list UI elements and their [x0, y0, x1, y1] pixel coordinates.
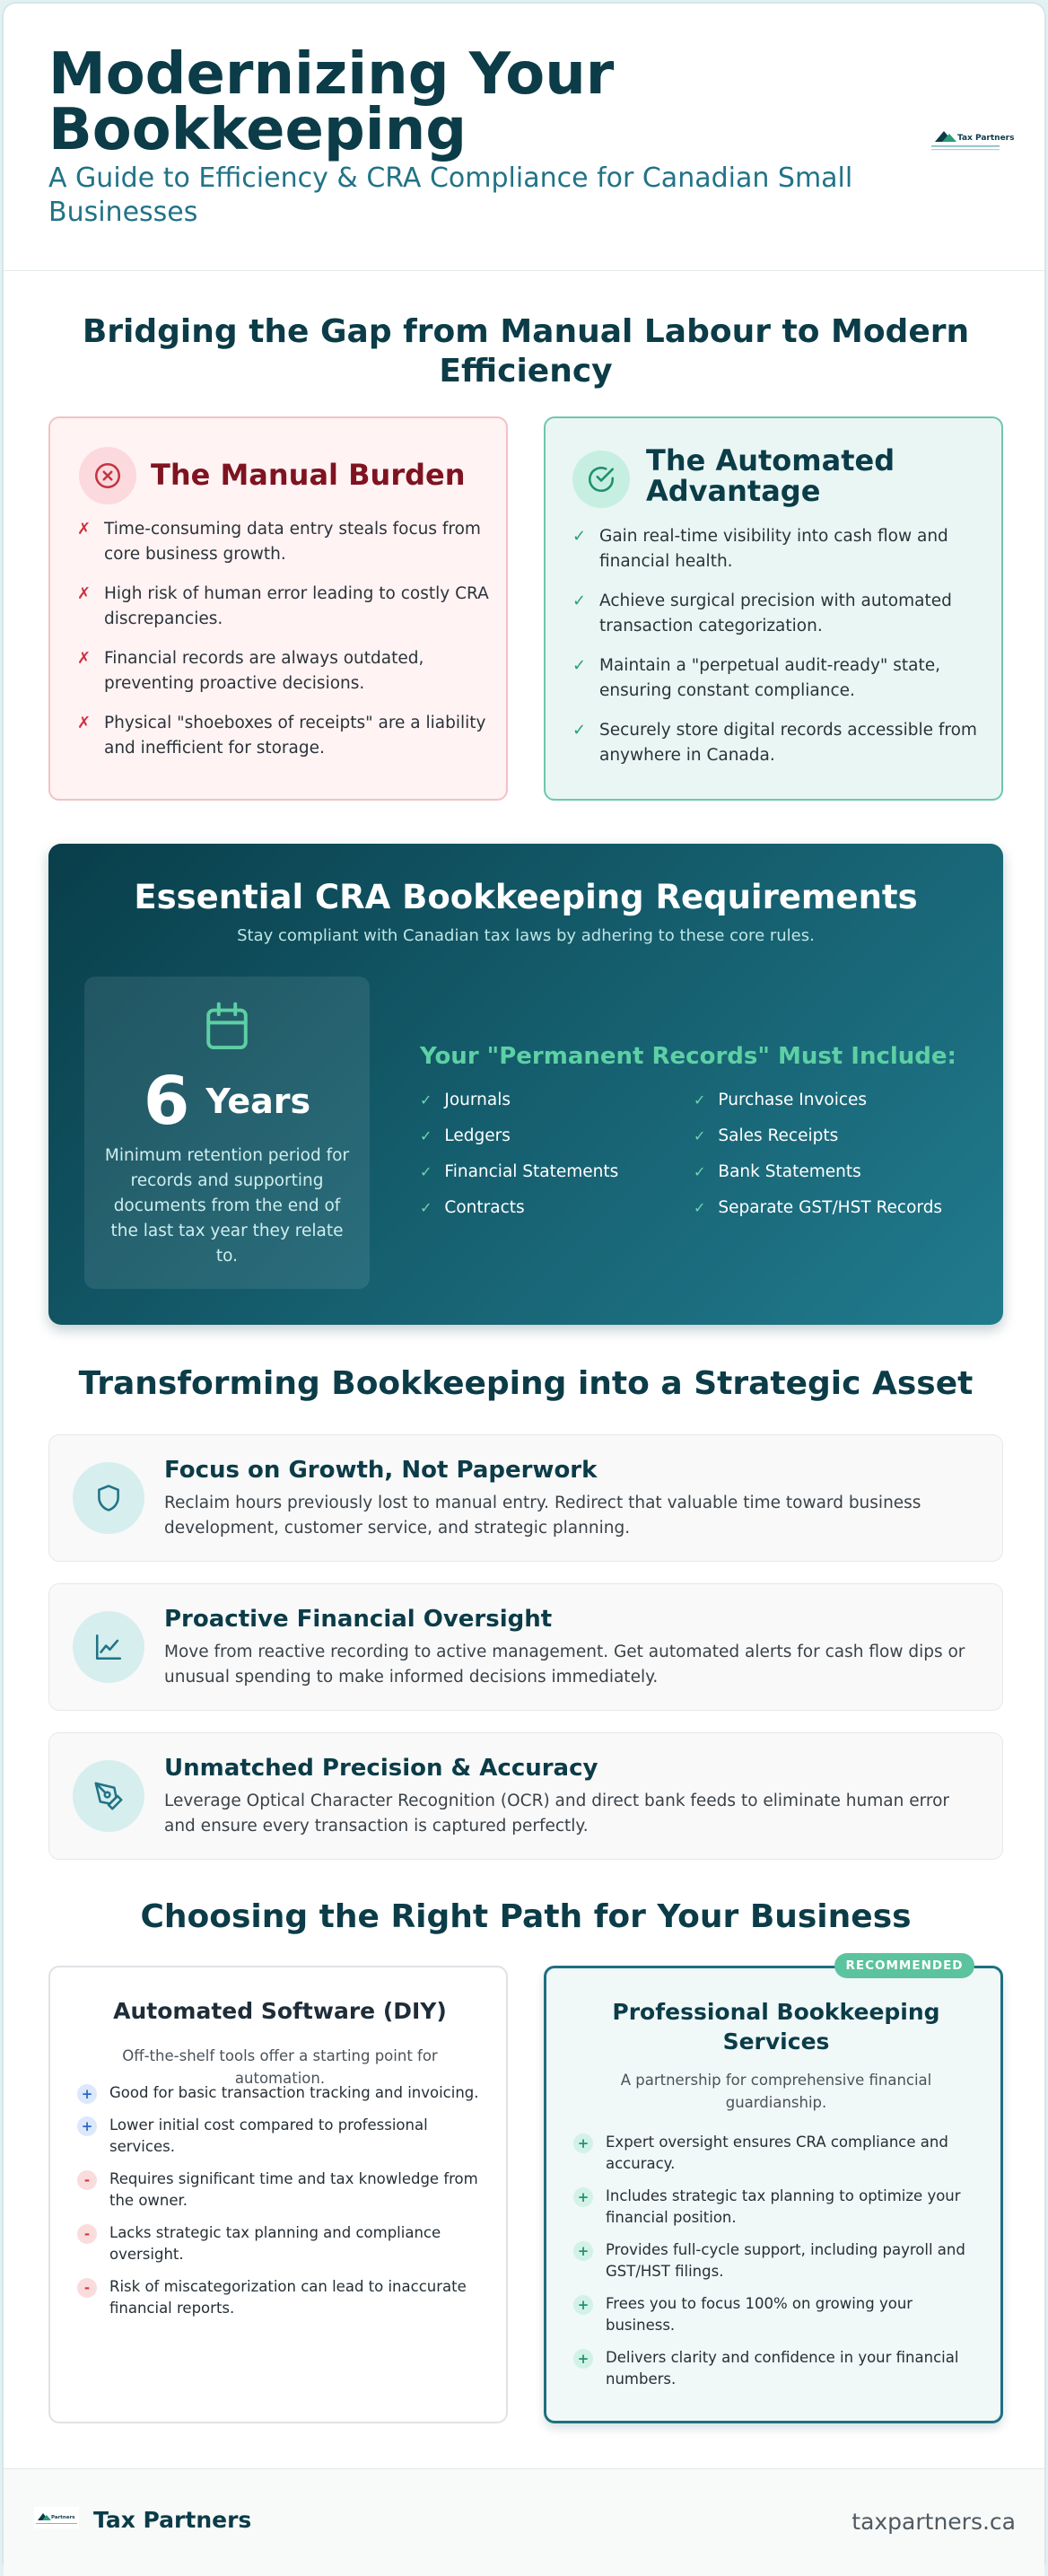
retention-description: Minimum retention period for records and supporting documents from the end of the last tax year they relate to. — [104, 1146, 350, 1266]
feature-text: Leverage Optical Character Recognition (OCR) and direct bank feeds to eliminate human error and ensure every transaction is captured perfectly. — [164, 1792, 950, 1836]
cra-title: Essential CRA Bookkeeping Requirements — [134, 878, 918, 916]
cross-mark-icon: ✗ — [77, 584, 92, 603]
retention-period-box — [84, 977, 370, 1289]
list-item: - Requires significant time and tax knowledge from the owner. — [77, 2169, 483, 2212]
check-circle-icon — [572, 451, 630, 508]
feature-oversight — [48, 1583, 1003, 1711]
check-mark-icon: ✓ — [420, 1199, 432, 1216]
plus-icon: + — [573, 2241, 593, 2261]
list-item: ✓ Achieve surgical precision with automated transaction categorization. — [572, 589, 985, 639]
list-item: ✗ Physical "shoeboxes of receipts" are a liability and inefficient for storage. — [77, 711, 490, 761]
plus-icon: + — [77, 2116, 97, 2136]
pro-description: A partnership for comprehensive financial guardianship. — [620, 2072, 932, 2111]
list-item: ✓ Gain real-time visibility into cash flow and financial health. — [572, 524, 985, 574]
chart-line-icon — [73, 1611, 144, 1683]
diy-title: Automated Software (DIY) — [113, 1998, 447, 2024]
diy-description: Off-the-shelf tools offer a starting point for automation. — [122, 2047, 438, 2087]
svg-text:Tax Partners: Tax Partners — [957, 134, 1015, 143]
calendar-icon — [202, 1000, 252, 1054]
list-item: - Lacks strategic tax planning and compliance oversight. — [77, 2222, 483, 2265]
plus-icon: + — [573, 2134, 593, 2153]
page-header — [4, 4, 1044, 271]
record-item: ✓ Ledgers — [420, 1126, 511, 1145]
permanent-records-list — [420, 1088, 976, 1221]
minus-icon: - — [77, 2278, 97, 2298]
check-mark-icon: ✓ — [572, 527, 587, 546]
check-mark-icon: ✓ — [572, 656, 587, 675]
list-item: + Good for basic transaction tracking and invoicing. — [77, 2082, 483, 2104]
x-circle-icon — [79, 447, 136, 504]
feature-text: Reclaim hours previously lost to manual entry. Redirect that valuable time toward business development, customer service, and strategic planning. — [164, 1494, 921, 1538]
plus-icon: + — [573, 2187, 593, 2207]
company-logo — [930, 122, 1015, 154]
check-mark-icon: ✓ — [572, 721, 587, 740]
check-mark-icon: ✓ — [420, 1163, 432, 1180]
feature-title: Focus on Growth, Not Paperwork — [164, 1457, 598, 1484]
page-title: Modernizing Your Bookkeeping — [48, 41, 615, 163]
logo-mark-icon — [34, 2507, 79, 2528]
shield-icon — [73, 1462, 144, 1534]
recommended-badge: RECOMMENDED — [834, 1953, 974, 1978]
logo-mark-icon — [930, 122, 1015, 154]
automated-advantage-list — [572, 524, 985, 783]
record-item: ✓ Bank Statements — [694, 1162, 861, 1181]
cra-subtitle: Stay compliant with Canadian tax laws by adhering to these core rules. — [237, 926, 815, 945]
minus-icon: - — [77, 2170, 97, 2190]
cross-mark-icon: ✗ — [77, 649, 92, 668]
manual-burden-list — [77, 517, 490, 775]
cross-mark-icon: ✗ — [77, 714, 92, 732]
record-item: ✓ Financial Statements — [420, 1162, 619, 1181]
retention-years — [84, 1063, 370, 1140]
gap-section-title: Bridging the Gap from Manual Labour to Modern Efficiency — [82, 313, 970, 390]
automated-advantage-card — [544, 416, 1003, 801]
list-item: ✗ Financial records are always outdated, preventing proactive decisions. — [77, 646, 490, 697]
feature-precision — [48, 1732, 1003, 1860]
feature-title: Proactive Financial Oversight — [164, 1606, 553, 1633]
pro-title: Professional Bookkeeping Services — [612, 1999, 940, 2055]
automated-advantage-title: The Automated Advantage — [646, 443, 895, 508]
record-item: ✓ Purchase Invoices — [694, 1091, 868, 1109]
professional-services-card — [544, 1966, 1003, 2423]
pen-tool-icon — [73, 1760, 144, 1832]
list-item: ✗ Time-consuming data entry steals focus from core business growth. — [77, 517, 490, 567]
check-mark-icon: ✓ — [694, 1199, 706, 1216]
strategic-section-title: Transforming Bookkeeping into a Strategic Asset — [78, 1365, 974, 1402]
check-mark-icon: ✓ — [694, 1127, 706, 1144]
page-footer — [4, 2468, 1044, 2576]
diy-software-card — [48, 1966, 508, 2423]
diy-list — [77, 2082, 483, 2330]
svg-text:Partners: Partners — [51, 2515, 75, 2520]
footer-brand-name: Tax Partners — [93, 2507, 252, 2533]
record-item: ✓ Separate GST/HST Records — [694, 1198, 943, 1217]
plus-icon: + — [77, 2084, 97, 2104]
manual-burden-title: The Manual Burden — [151, 458, 466, 492]
feature-growth — [48, 1434, 1003, 1562]
footer-logo — [34, 2507, 79, 2528]
check-mark-icon: ✓ — [572, 591, 587, 610]
cross-mark-icon: ✗ — [77, 520, 92, 539]
plus-icon: + — [573, 2295, 593, 2315]
check-mark-icon: ✓ — [420, 1127, 432, 1144]
list-item: + Includes strategic tax planning to optimize your financial position. — [573, 2186, 979, 2229]
pro-list — [573, 2132, 979, 2401]
paths-section-title: Choosing the Right Path for Your Business — [140, 1898, 912, 1935]
permanent-records-title: Your "Permanent Records" Must Include: — [420, 1043, 956, 1070]
manual-burden-card — [48, 416, 508, 801]
minus-icon: - — [77, 2224, 97, 2244]
check-mark-icon: ✓ — [694, 1163, 706, 1180]
record-item: ✓ Journals — [420, 1091, 511, 1109]
list-item: + Lower initial cost compared to professional services. — [77, 2115, 483, 2158]
plus-icon: + — [573, 2349, 593, 2369]
list-item: + Delivers clarity and confidence in your financial numbers. — [573, 2347, 979, 2390]
feature-title: Unmatched Precision & Accuracy — [164, 1755, 598, 1782]
footer-website-link[interactable]: taxpartners.ca — [852, 2509, 1016, 2535]
list-item: + Frees you to focus 100% on growing your business. — [573, 2293, 979, 2336]
infographic-page — [2, 2, 1046, 2574]
list-item: + Expert oversight ensures CRA compliance and accuracy. — [573, 2132, 979, 2175]
list-item: - Risk of miscategorization can lead to inaccurate financial reports. — [77, 2276, 483, 2319]
record-item: ✓ Contracts — [420, 1198, 525, 1217]
record-item: ✓ Sales Receipts — [694, 1126, 839, 1145]
list-item: ✓ Maintain a "perpetual audit-ready" state, ensuring constant compliance. — [572, 653, 985, 704]
list-item: ✓ Securely store digital records accessible from anywhere in Canada. — [572, 718, 985, 768]
retention-unit: Years — [205, 1082, 311, 1121]
cra-requirements-panel — [48, 844, 1003, 1325]
page-subtitle: A Guide to Efficiency & CRA Compliance for Canadian Small Businesses — [48, 162, 853, 228]
feature-text: Move from reactive recording to active management. Get automated alerts for cash flow dips or unusual spending to make informed decisions immediately. — [164, 1643, 965, 1687]
check-mark-icon: ✓ — [694, 1091, 706, 1108]
check-mark-icon: ✓ — [420, 1091, 432, 1108]
list-item: + Provides full-cycle support, including payroll and GST/HST filings. — [573, 2239, 979, 2282]
retention-number: 6 — [143, 1063, 190, 1140]
list-item: ✗ High risk of human error leading to costly CRA discrepancies. — [77, 582, 490, 632]
